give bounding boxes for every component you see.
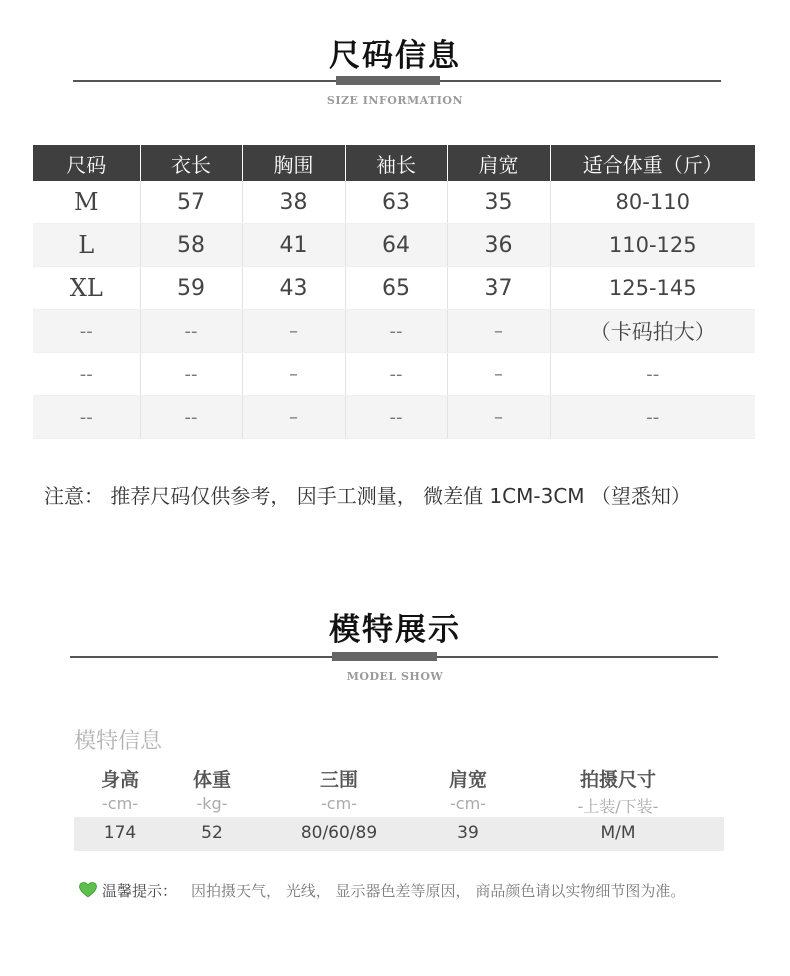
model-section-accent-bar bbox=[332, 652, 437, 661]
green-heart-icon bbox=[79, 882, 97, 902]
size-section-subtitle: SIZE INFORMATION bbox=[326, 94, 464, 107]
size-section-title: 尺码信息 bbox=[329, 38, 461, 74]
size-table bbox=[33, 145, 755, 439]
model-value-measurements: 80/60/89 bbox=[300, 823, 378, 843]
cell-chest: – bbox=[242, 396, 345, 439]
model-header-height: 身高 bbox=[100, 769, 139, 791]
header-sleeve: 袖长 bbox=[345, 145, 447, 181]
model-header-shoulder: 肩宽 bbox=[448, 769, 487, 791]
cell-weight: 125-145 bbox=[550, 267, 755, 310]
model-value-weight: 52 bbox=[201, 823, 223, 843]
header-size: 尺码 bbox=[33, 145, 140, 181]
tip-text: 因拍摄天气， 光线， 显示器色差等原因， 商品颜色请以实物细节图为准。 bbox=[191, 882, 686, 900]
cell-sleeve: -- bbox=[345, 396, 447, 439]
cell-chest: – bbox=[242, 353, 345, 396]
cell-size: XL bbox=[33, 267, 140, 310]
size-table-header-row bbox=[33, 145, 755, 181]
size-note: 注意： 推荐尺码仅供参考， 因手工测量， 微差值 1CM-3CM （望悉知） bbox=[44, 484, 691, 508]
tip-label: 温馨提示： bbox=[102, 882, 178, 900]
model-section-subtitle: MODEL SHOW bbox=[346, 670, 444, 683]
model-header-shoot-size: 拍摄尺寸 bbox=[579, 769, 656, 791]
cell-weight: （卡码拍大） bbox=[550, 310, 755, 353]
cell-length: -- bbox=[140, 310, 242, 353]
model-header-measurements: 三围 bbox=[319, 769, 358, 791]
table-row bbox=[33, 224, 755, 267]
model-unit-shoot-size: -上装/下装- bbox=[577, 797, 659, 816]
cell-length: 58 bbox=[140, 224, 242, 267]
table-row bbox=[33, 181, 755, 224]
header-chest: 胸围 bbox=[242, 145, 345, 181]
cell-weight: 110-125 bbox=[550, 224, 755, 267]
cell-shoulder: 36 bbox=[447, 224, 550, 267]
header-shoulder: 肩宽 bbox=[447, 145, 550, 181]
cell-shoulder: 35 bbox=[447, 181, 550, 224]
cell-sleeve: -- bbox=[345, 310, 447, 353]
model-value-shoulder: 39 bbox=[457, 823, 479, 843]
cell-shoulder: – bbox=[447, 353, 550, 396]
table-row bbox=[33, 353, 755, 396]
cell-chest: – bbox=[242, 310, 345, 353]
table-row bbox=[33, 396, 755, 439]
cell-size: L bbox=[33, 224, 140, 267]
warm-tip bbox=[79, 880, 685, 902]
cell-chest: 43 bbox=[242, 267, 345, 310]
model-value-shoot-size: M/M bbox=[600, 823, 636, 843]
cell-size: -- bbox=[33, 353, 140, 396]
cell-weight: 80-110 bbox=[550, 181, 755, 224]
table-row bbox=[33, 310, 755, 353]
cell-shoulder: – bbox=[447, 310, 550, 353]
model-value-height: 174 bbox=[103, 823, 137, 843]
cell-size: M bbox=[33, 181, 140, 224]
cell-chest: 38 bbox=[242, 181, 345, 224]
cell-length: -- bbox=[140, 353, 242, 396]
cell-chest: 41 bbox=[242, 224, 345, 267]
model-unit-weight: -kg- bbox=[196, 794, 228, 813]
model-unit-shoulder: -cm- bbox=[450, 794, 486, 813]
cell-weight: -- bbox=[550, 396, 755, 439]
header-weight: 适合体重（斤） bbox=[550, 145, 755, 181]
model-section-title: 模特展示 bbox=[329, 612, 461, 648]
cell-length: -- bbox=[140, 396, 242, 439]
cell-shoulder: – bbox=[447, 396, 550, 439]
cell-length: 57 bbox=[140, 181, 242, 224]
model-unit-height: -cm- bbox=[102, 794, 138, 813]
cell-sleeve: 65 bbox=[345, 267, 447, 310]
cell-length: 59 bbox=[140, 267, 242, 310]
cell-sleeve: 64 bbox=[345, 224, 447, 267]
cell-shoulder: 37 bbox=[447, 267, 550, 310]
cell-size: -- bbox=[33, 310, 140, 353]
table-row bbox=[33, 267, 755, 310]
model-unit-measurements: -cm- bbox=[321, 794, 357, 813]
model-header-weight: 体重 bbox=[192, 769, 231, 791]
model-info-label: 模特信息 bbox=[74, 729, 163, 754]
cell-sleeve: 63 bbox=[345, 181, 447, 224]
cell-sleeve: -- bbox=[345, 353, 447, 396]
cell-size: -- bbox=[33, 396, 140, 439]
header-length: 衣长 bbox=[140, 145, 242, 181]
cell-weight: -- bbox=[550, 353, 755, 396]
size-section-accent-bar bbox=[336, 76, 440, 85]
